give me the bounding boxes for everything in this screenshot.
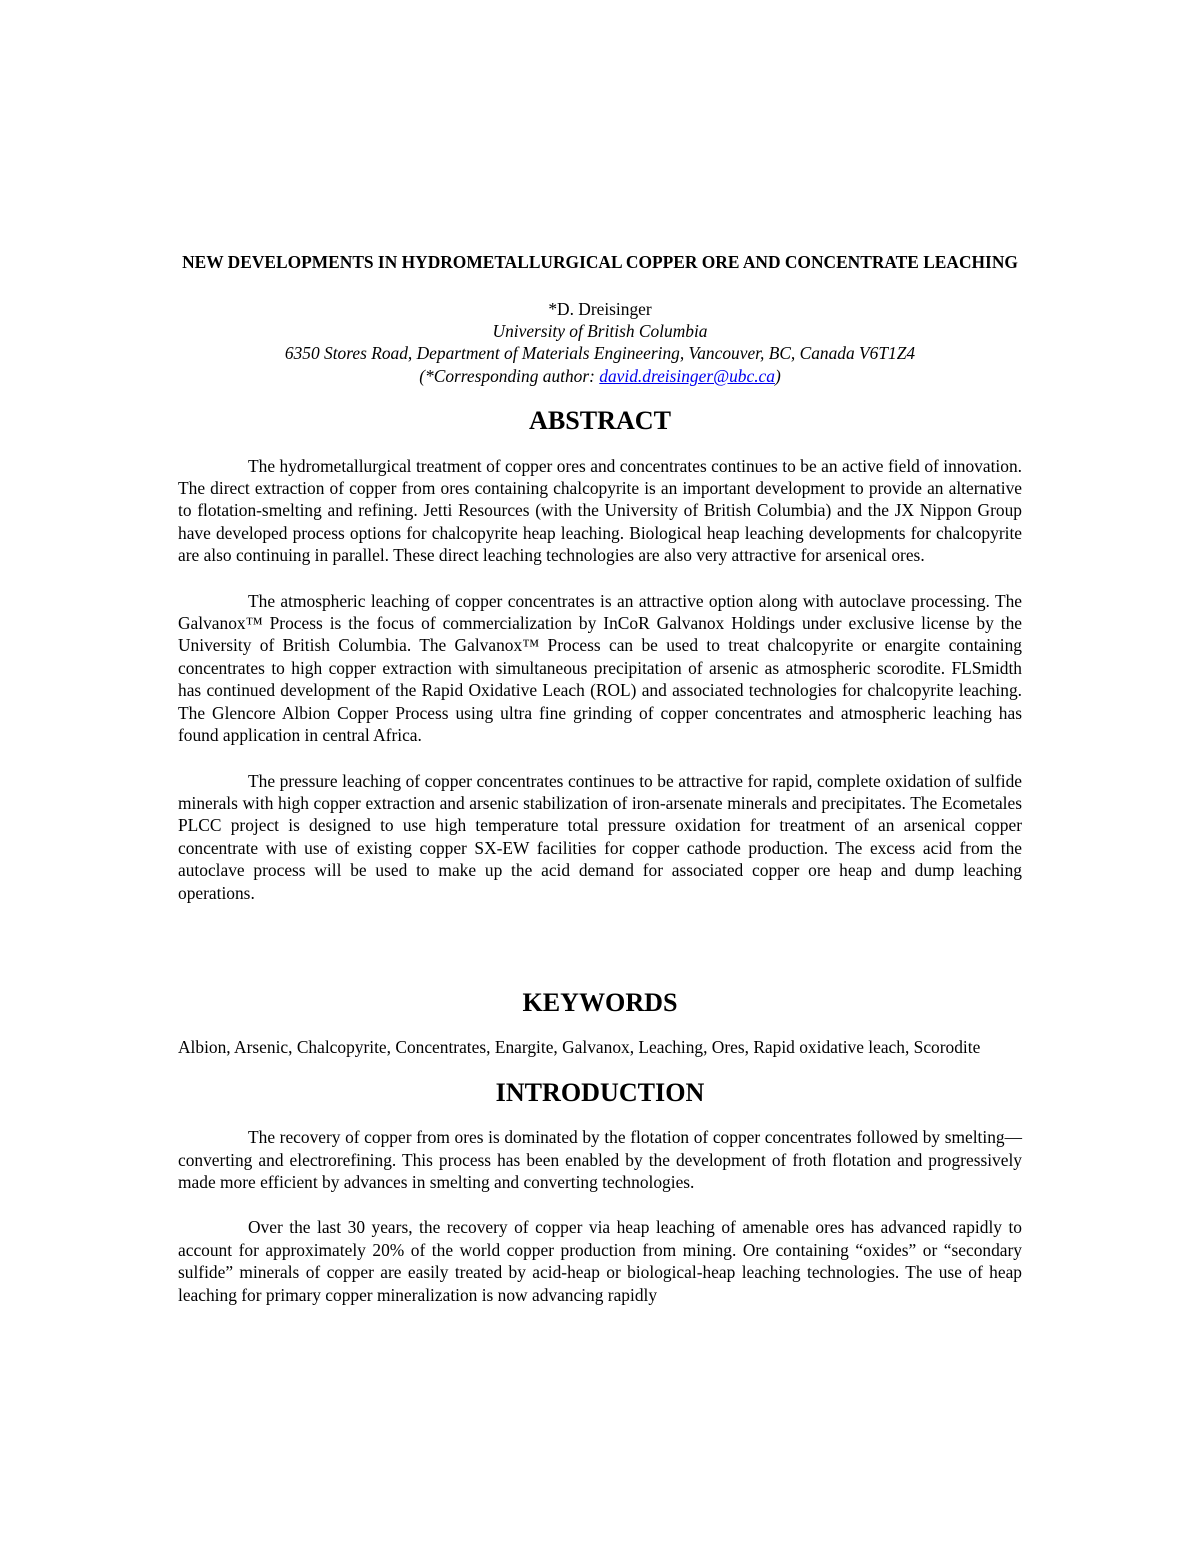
author-address: 6350 Stores Road, Department of Materials Engineering, Vancouver, BC, Canada V6T1Z4 <box>284 343 916 364</box>
author-institution: University of British Columbia <box>492 321 708 341</box>
corresponding-author-line <box>178 365 1022 387</box>
corresponding-prefix: (*Corresponding author: <box>419 365 600 386</box>
author-name: *D. Dreisinger <box>548 298 652 319</box>
abstract-paragraph: The hydrometallurgical treatment of copper ores and concentrates continues to be an active field of innovation. The direct extraction of copper from ores containing chalcopyrite is an important development to provide an alternative to flotation-smelting and refining. Jetti Resources (with the University of British Columbia) and the JX Nippon Group have developed process options for chalcopyrite heap leaching. Biological heap leaching developments for chalcopyrite are also continuing in parallel. These direct leaching technologies are also very attractive for arsenical ores. <box>178 455 1022 566</box>
corresponding-suffix: ) <box>774 365 781 386</box>
abstract-heading: ABSTRACT <box>528 406 672 436</box>
abstract-paragraph: The atmospheric leaching of copper concentrates is an attractive option along with autoclave processing. The Galvanox™ Process is the focus of commercialization by InCoR Galvanox Holdings under exclusive license by the University of British Columbia. The Galvanox™ Process can be used to treat chalcopyrite or enargite containing concentrates to high copper extraction with simultaneous precipitation of arsenic as atmospheric scorodite. FLSmidth has continued development of the Rapid Oxidative Leach (ROL) and associated technologies for chalcopyrite leaching. The Glencore Albion Copper Process using ultra fine grinding of copper concentrates and atmospheric leaching has found application in central Africa. <box>178 590 1022 746</box>
author-block <box>178 298 1022 388</box>
author-email-link[interactable]: david.dreisinger@ubc.ca <box>599 365 775 386</box>
keywords-list: Albion, Arsenic, Chalcopyrite, Concentrates, Enargite, Galvanox, Leaching, Ores, Rapid oxidative leach, Scorodite <box>178 1037 981 1058</box>
paper-page <box>178 251 1022 1306</box>
introduction-heading: INTRODUCTION <box>495 1077 705 1107</box>
introduction-paragraph: The recovery of copper from ores is dominated by the flotation of copper concentrates followed by smelting—converting and electrorefining. This process has been enabled by the development of froth flotation and progressively made more efficient by advances in smelting and converting technologies. <box>178 1127 1022 1192</box>
keywords-heading: KEYWORDS <box>522 987 678 1017</box>
paper-title: NEW DEVELOPMENTS IN HYDROMETALLURGICAL COPPER ORE AND CONCENTRATE LEACHING <box>182 252 1018 272</box>
introduction-paragraph: Over the last 30 years, the recovery of copper via heap leaching of amenable ores has advanced rapidly to account for approximately 20% of the world copper production from mining. Ore containing “oxides” or “secondary sulfide” minerals of copper are easily treated by acid-heap or biological-heap leaching technologies. The use of heap leaching for primary copper mineralization is now advancing rapidly <box>178 1217 1022 1305</box>
abstract-paragraph: The pressure leaching of copper concentrates continues to be attractive for rapid, complete oxidation of sulfide minerals with high copper extraction and arsenic stabilization of iron-arsenate minerals and precipitates. The Ecometales PLCC project is designed to use high temperature total pressure oxidation for treatment of an arsenical copper concentrate with use of existing copper SX-EW facilities for copper cathode production. The excess acid from the autoclave process will be used to make up the acid demand for associated copper ore heap and dump leaching operations. <box>178 770 1022 903</box>
